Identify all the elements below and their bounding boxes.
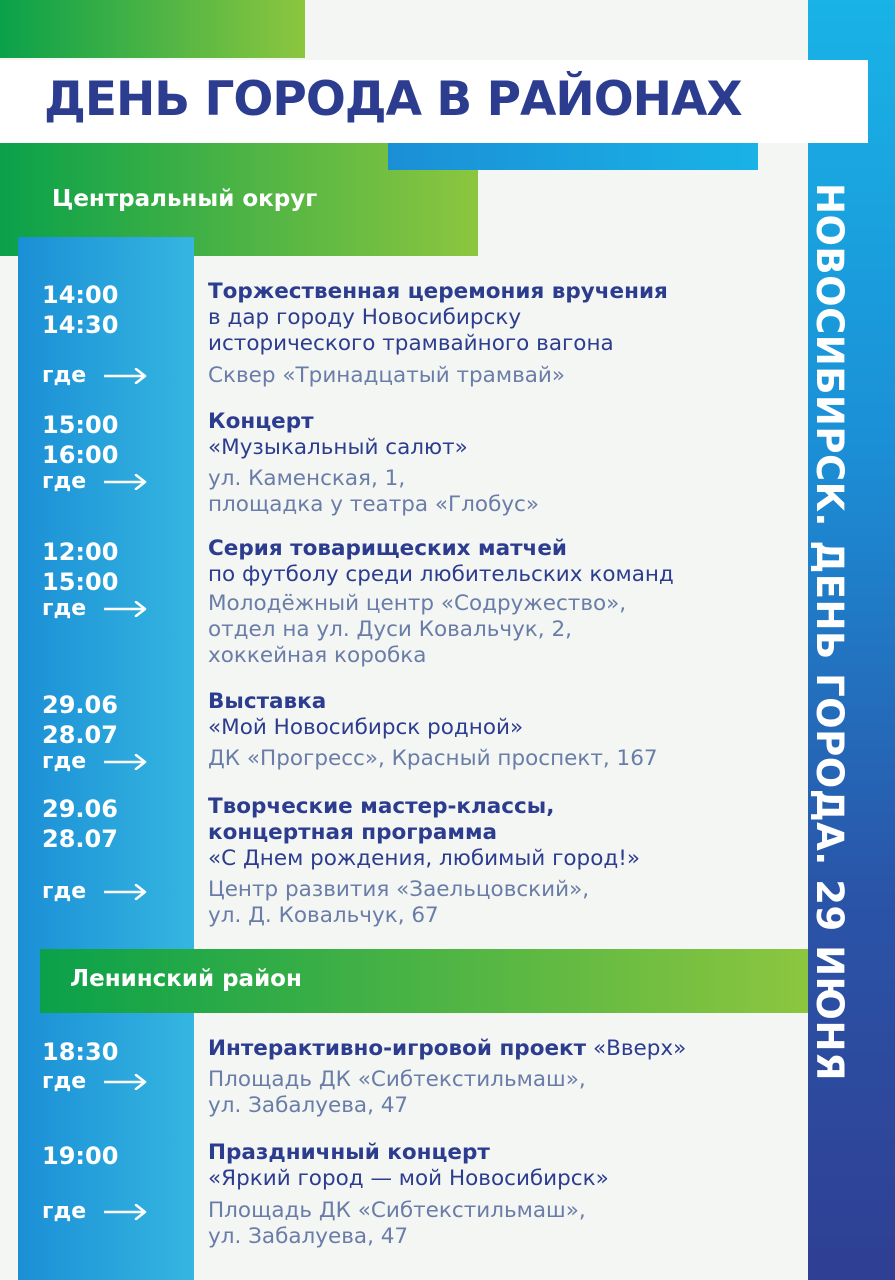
event-title-suffix: «Вверх» <box>592 1036 687 1061</box>
event-desc: «С Днем рождения, любимый город!» <box>208 846 640 871</box>
event-time-end: 28.07 <box>42 825 118 853</box>
where-label: где <box>42 749 148 774</box>
event-time-end: 28.07 <box>42 721 118 749</box>
event-place: Площадь ДК «Сибтекстильмаш», <box>208 1198 586 1223</box>
event-title: Праздничный концерт <box>208 1140 490 1165</box>
arrow-right-icon <box>104 601 148 617</box>
event-title: Выставка <box>208 689 327 714</box>
event-item <box>208 409 539 518</box>
event-desc: «Музыкальный салют» <box>208 435 468 460</box>
where-label: где <box>42 879 148 904</box>
event-place: хоккейная коробка <box>208 643 427 668</box>
event-time-end: 14:30 <box>42 311 119 339</box>
event-title: Творческие мастер-классы, <box>208 794 555 819</box>
where-label: где <box>42 1199 148 1224</box>
event-place: площадка у театра «Глобус» <box>208 492 540 517</box>
where-label: где <box>42 363 148 388</box>
event-desc: по футболу среди любительских команд <box>208 562 674 587</box>
event-title: Торжественная церемония вручения <box>208 279 668 304</box>
event-place: отдел на ул. Дуси Ковальчук, 2, <box>208 617 572 642</box>
arrow-right-icon <box>104 884 148 900</box>
event-title: Интерактивно-игровой проект <box>208 1036 587 1061</box>
event-time-start: 15:00 <box>42 411 119 439</box>
event-time-end: 15:00 <box>42 568 119 596</box>
event-place: ул. Забалуева, 47 <box>208 1093 409 1118</box>
section-title-central: Центральный округ <box>52 186 318 212</box>
arrow-right-icon <box>104 1074 148 1090</box>
top-green-accent <box>0 0 305 58</box>
event-place: Площадь ДК «Сибтекстильмаш», <box>208 1067 586 1092</box>
where-label: где <box>42 1069 148 1094</box>
event-desc: в дар городу Новосибирску <box>208 305 522 330</box>
event-title: концертная программа <box>208 820 498 845</box>
event-place: Молодёжный центр «Содружество», <box>208 591 627 616</box>
event-time-start: 14:00 <box>42 281 119 309</box>
blue-accent-bar <box>388 143 758 170</box>
event-item <box>208 689 658 772</box>
arrow-right-icon <box>104 368 148 384</box>
where-label: где <box>42 469 148 494</box>
event-place: Сквер «Тринадцатый трамвай» <box>208 363 566 388</box>
arrow-right-icon <box>104 754 148 770</box>
arrow-right-icon <box>104 474 148 490</box>
event-time-start: 29.06 <box>42 795 118 823</box>
event-time-start: 18:30 <box>42 1038 119 1066</box>
event-place: ул. Д. Ковальчук, 67 <box>208 903 439 928</box>
event-item <box>208 279 668 389</box>
event-time-end: 16:00 <box>42 441 119 469</box>
where-label: где <box>42 596 148 621</box>
event-time-start: 12:00 <box>42 538 119 566</box>
event-title: Концерт <box>208 409 314 434</box>
event-item <box>208 1140 609 1250</box>
event-item <box>208 1036 686 1119</box>
event-desc: «Яркий город — мой Новосибирск» <box>208 1166 609 1191</box>
arrow-right-icon <box>104 1204 148 1220</box>
event-time-start: 19:00 <box>42 1142 119 1170</box>
event-title: Серия товарищеских матчей <box>208 536 567 561</box>
event-place: ул. Каменская, 1, <box>208 466 406 491</box>
event-place: ДК «Прогресс», Красный проспект, 167 <box>208 746 658 771</box>
event-place: ул. Забалуева, 47 <box>208 1224 409 1249</box>
section-title-leninsky: Ленинский район <box>70 966 302 992</box>
page-title: ДЕНЬ ГОРОДА В РАЙОНАХ <box>44 72 742 127</box>
event-time-start: 29.06 <box>42 691 118 719</box>
event-desc: «Мой Новосибирск родной» <box>208 715 524 740</box>
event-desc: исторического трамвайного вагона <box>208 331 614 356</box>
event-place: Центр развития «Заельцовский», <box>208 877 590 902</box>
event-item <box>208 794 640 929</box>
event-item <box>208 536 674 669</box>
